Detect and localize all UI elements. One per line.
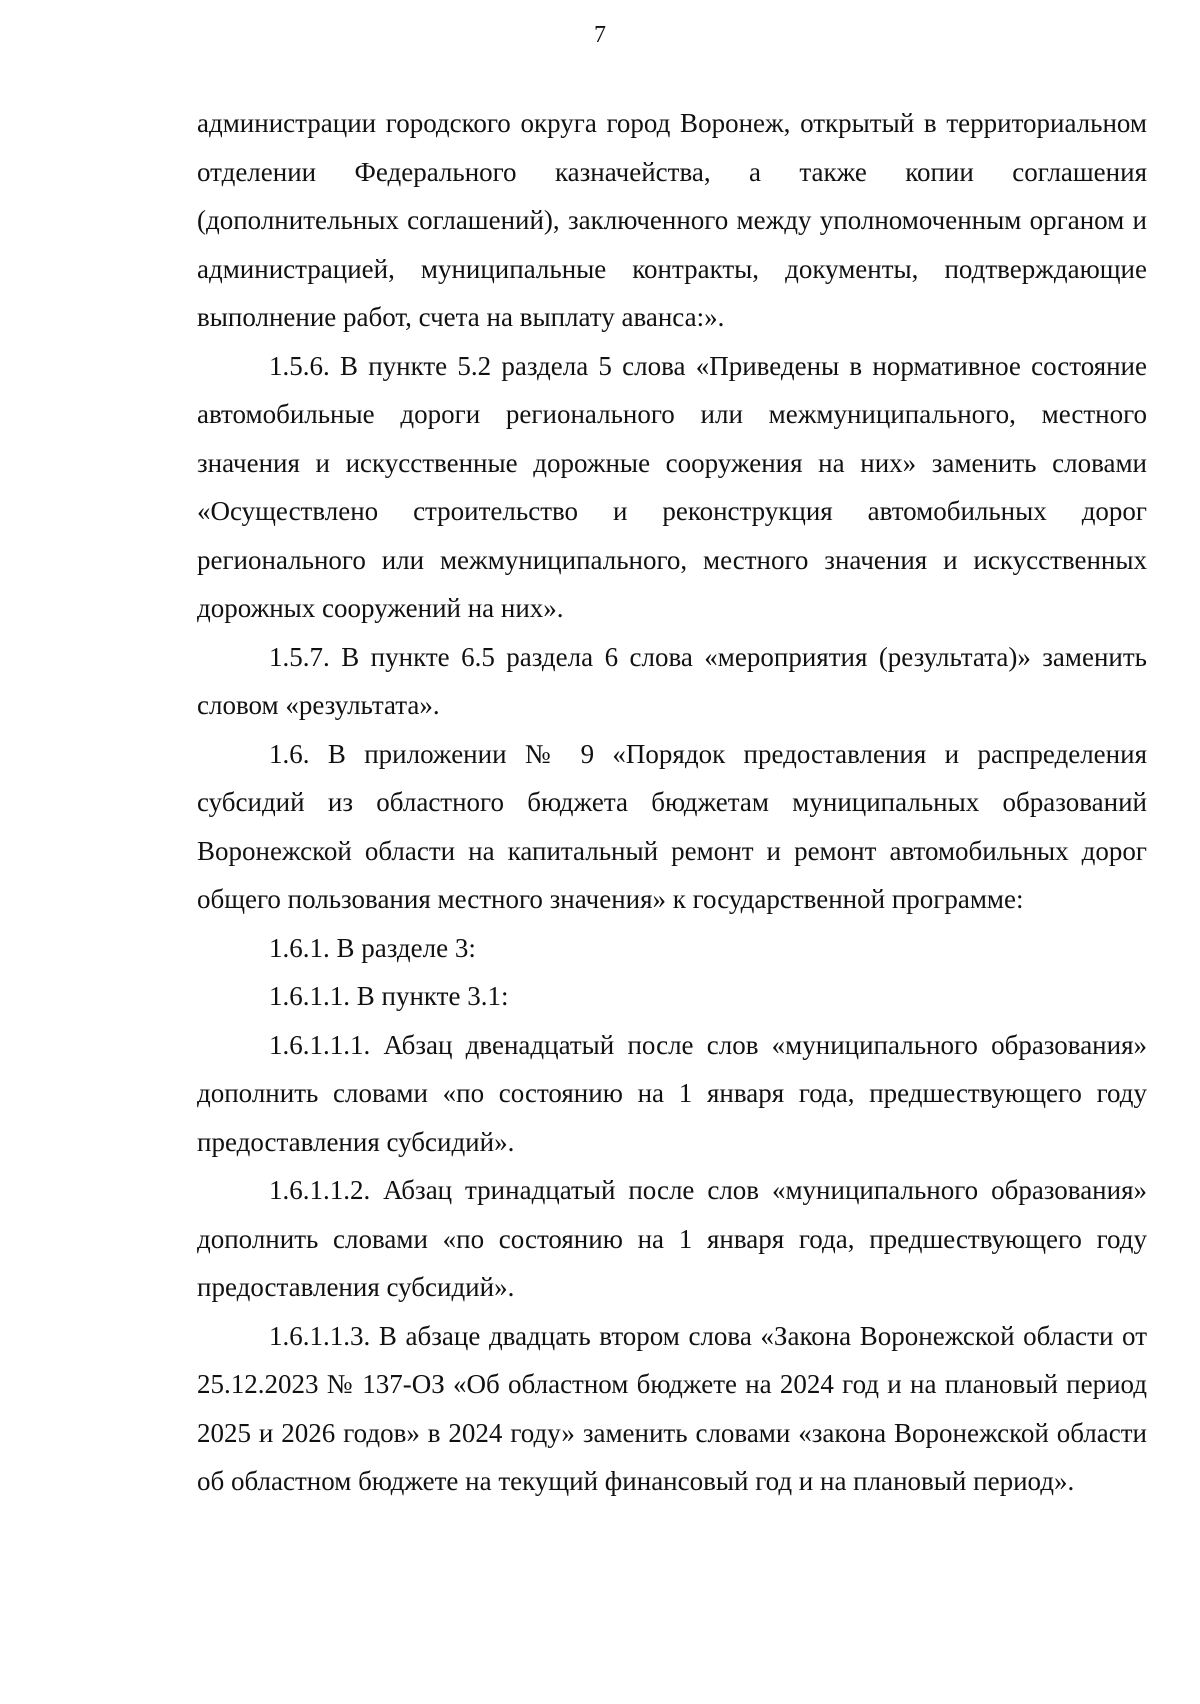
paragraph-1-6: 1.6. В приложении № 9 «Порядок предоставления и распределения субсидий из областного бюджета бюджетам муниципальных образований Воронежской области на капитальный ремонт и ремонт автомобильных дорог общего пользования местного значения» к государственной программе:: [197, 738, 1147, 914]
paragraph-1-6-1-1-1: 1.6.1.1.1. Абзац двенадцатый после слов «муниципального образования» дополнить словами «по состоянию на 1 января года, предшествующего году предоставления субсидий».: [197, 1029, 1147, 1157]
paragraph-1-6-1-1: 1.6.1.1. В пункте 3.1:: [269, 981, 509, 1011]
paragraph-continuation: администрации городского округа город Воронеж, открытый в территориальном отделении Федерального казначейства, а также копии соглашения (дополнительных соглашений), заключенного между уполномоченным органом и администрацией, муниципальные контракты, документы, подтверждающие выполнение работ, счета на выплату аванса:».: [197, 108, 1147, 332]
paragraph-1-6-1: 1.6.1. В разделе 3:: [269, 932, 476, 963]
page-number: 7: [594, 22, 606, 48]
paragraph-1-6-1-1-3: 1.6.1.1.3. В абзаце двадцать втором слова «Закона Воронежской области от 25.12.2023 № 137-ОЗ «Об областном бюджете на 2024 год и на плановый период 2025 и 2026 годов» в 2024 году» заменить словами «закона Воронежской области об областном бюджете на текущий финансовый год и на плановый период».: [197, 1320, 1147, 1496]
paragraph-1-6-1-1-2: 1.6.1.1.2. Абзац тринадцатый после слов «муниципального образования» дополнить словами «по состоянию на 1 января года, предшествующего году предоставления субсидий».: [197, 1175, 1147, 1302]
paragraph-1-5-7: 1.5.7. В пункте 6.5 раздела 6 слова «мероприятия (результата)» заменить словом «результата».: [197, 641, 1147, 720]
paragraph-1-5-6: 1.5.6. В пункте 5.2 раздела 5 слова «Приведены в нормативное состояние автомобильные дороги регионального или межмуниципального, местного значения и искусственные дорожные сооружения на них» заменить словами «Осуществлено строительство и реконструкция автомобильных дорог регионального или межмуниципального, местного значения и искусственных дорожных сооружений на них».: [197, 350, 1147, 623]
document-body: [197, 99, 1147, 1506]
